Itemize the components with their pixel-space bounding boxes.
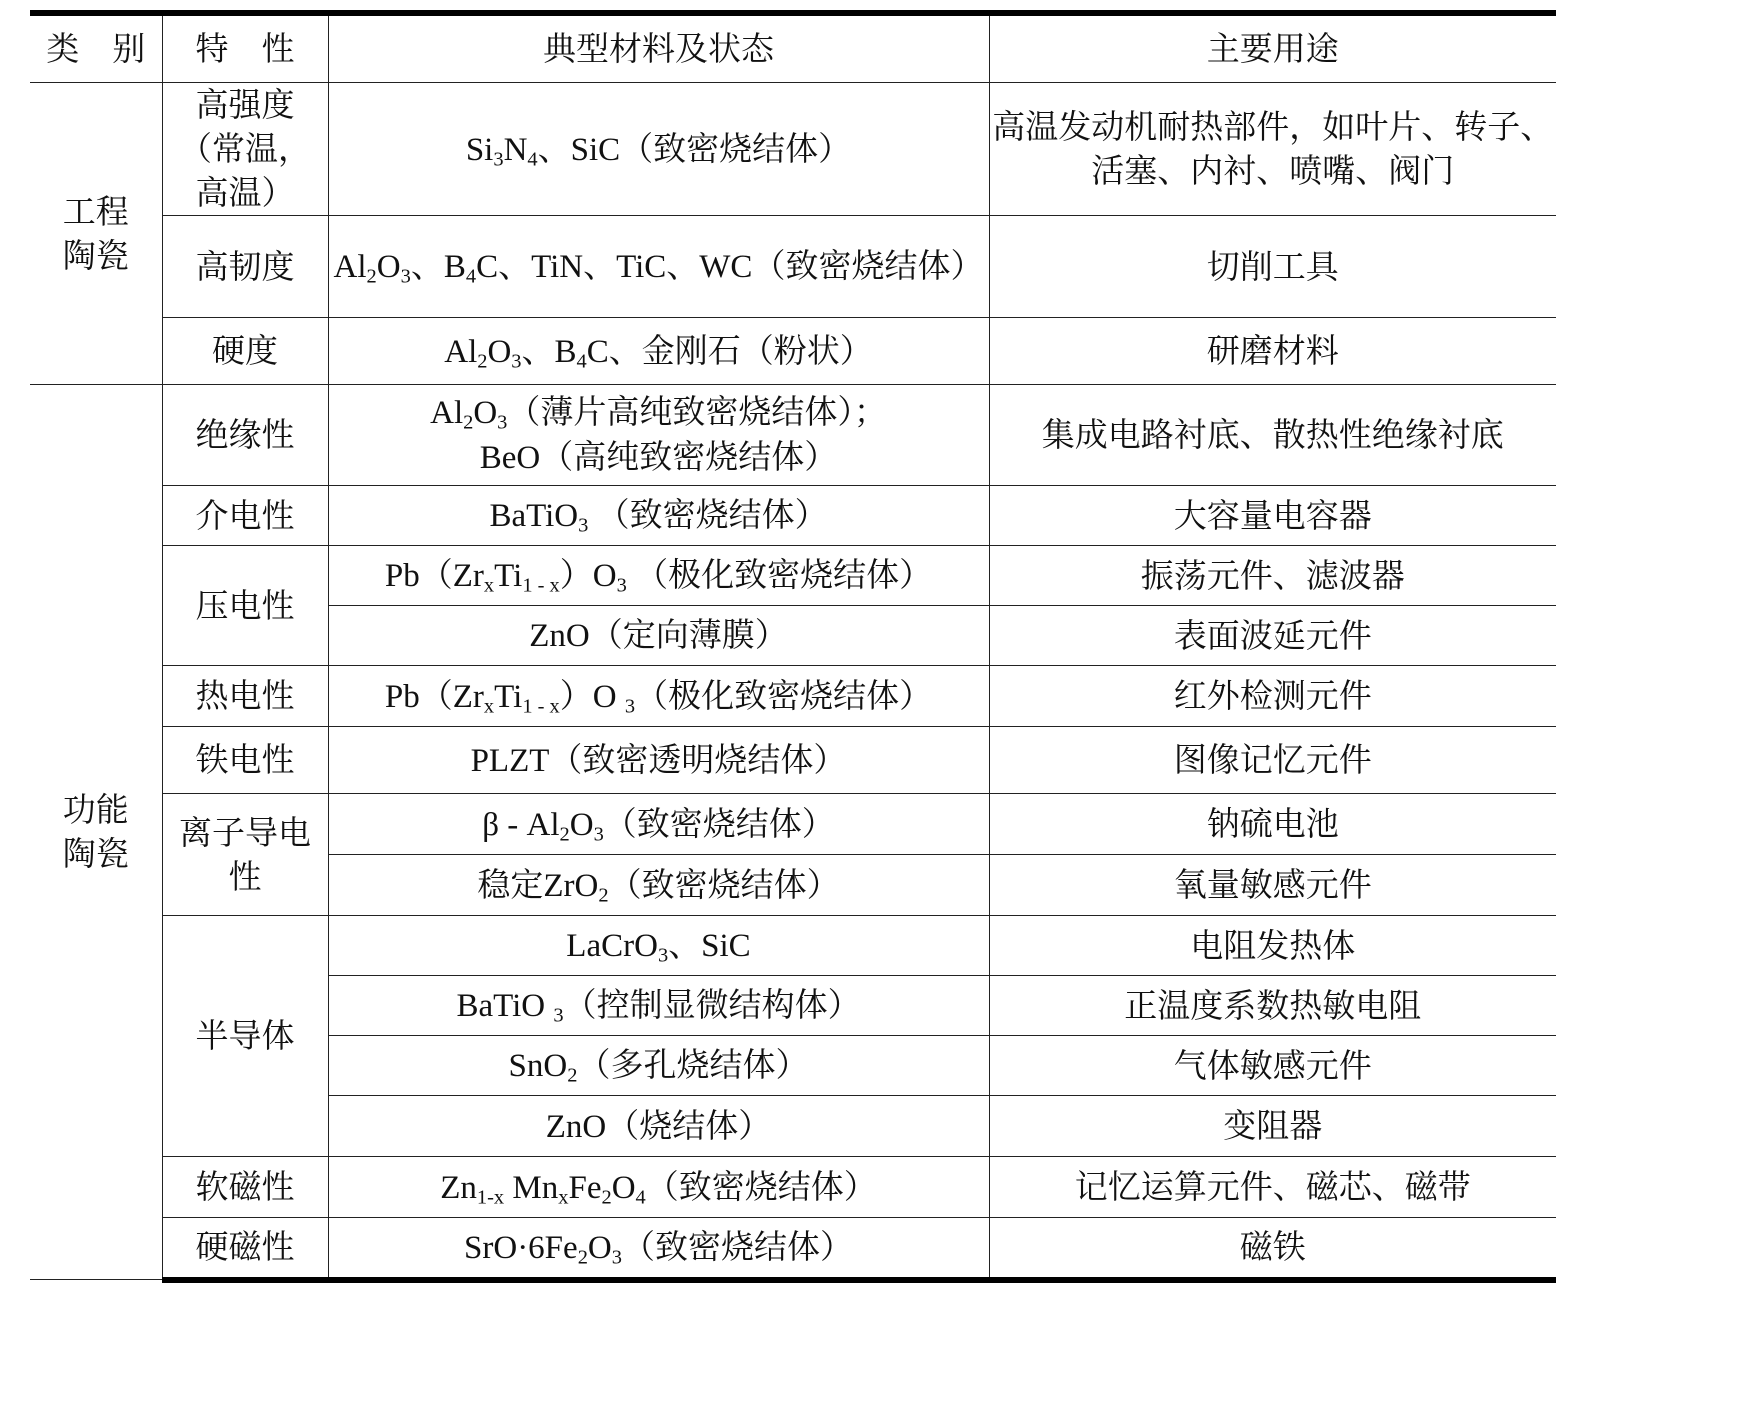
property-cell: 热电性 bbox=[162, 666, 328, 727]
material-cell: 稳定ZrO$_2$（致密烧结体） bbox=[328, 855, 989, 916]
property-cell: 硬磁性 bbox=[162, 1218, 328, 1280]
property-cell: 半导体 bbox=[162, 916, 328, 1157]
header-material: 典型材料及状态 bbox=[328, 13, 989, 83]
use-cell: 气体敏感元件 bbox=[989, 1036, 1556, 1096]
material-cell: $Al_2O_3$、$B_4C$、TiN、TiC、WC（致密烧结体） bbox=[328, 216, 989, 318]
property-cell: 高韧度 bbox=[162, 216, 328, 318]
use-cell: 电阻发热体 bbox=[989, 916, 1556, 976]
property-cell bbox=[162, 83, 328, 216]
table-row bbox=[30, 486, 1556, 546]
use-cell: 大容量电容器 bbox=[989, 486, 1556, 546]
use-label: 高温发动机耐热部件，如叶片、转子、活塞、内衬、喷嘴、阀门 bbox=[992, 107, 1554, 190]
material-cell: β - $Al_2O_3$（致密烧结体） bbox=[328, 794, 989, 855]
material-cell: $Zn_{1-x}$ $Mn_xFe_2O_4$（致密烧结体） bbox=[328, 1157, 989, 1218]
material-cell: $Pb(Zr_xTi_{1 - x})O_3$ （极化致密烧结体） bbox=[328, 546, 989, 606]
use-cell: 正温度系数热敏电阻 bbox=[989, 976, 1556, 1036]
header-property: 特 性 bbox=[162, 13, 328, 83]
use-cell: 磁铁 bbox=[989, 1218, 1556, 1280]
property-cell: 介电性 bbox=[162, 486, 328, 546]
table-row bbox=[30, 318, 1556, 385]
material-cell: $Al_2O_3$（薄片高纯致密烧结体）； BeO（高纯致密烧结体） bbox=[328, 385, 989, 486]
table-row bbox=[30, 83, 1556, 216]
use-cell: 振荡元件、滤波器 bbox=[989, 546, 1556, 606]
use-cell: 切削工具 bbox=[989, 216, 1556, 318]
ceramics-table bbox=[30, 10, 1556, 1283]
header-use: 主要用途 bbox=[989, 13, 1556, 83]
table-row bbox=[30, 916, 1556, 976]
use-cell: 研磨材料 bbox=[989, 318, 1556, 385]
table-row bbox=[30, 727, 1556, 794]
material-cell: LaCrO$_3$、SiC bbox=[328, 916, 989, 976]
material-cell: $Pb(Zr_xTi_{1 - x})O$ $_3$（极化致密烧结体） bbox=[328, 666, 989, 727]
category-engineering bbox=[30, 83, 162, 385]
ceramics-table-container bbox=[30, 10, 1556, 1283]
property-label: 离子导电性 bbox=[179, 812, 311, 896]
property-cell: 硬度 bbox=[162, 318, 328, 385]
property-cell: 软磁性 bbox=[162, 1157, 328, 1218]
use-cell: 变阻器 bbox=[989, 1096, 1556, 1157]
table-row bbox=[30, 794, 1556, 855]
use-cell: 红外检测元件 bbox=[989, 666, 1556, 727]
table-row bbox=[30, 1218, 1556, 1280]
property-cell: 铁电性 bbox=[162, 727, 328, 794]
table-row bbox=[30, 385, 1556, 486]
header-row bbox=[30, 13, 1556, 83]
material-cell: $Si_3N_4$、SiC（致密烧结体） bbox=[328, 83, 989, 216]
category-label: 功能陶瓷 bbox=[62, 790, 129, 873]
material-cell: $Al_2O_3$、$B_4C$、金刚石（粉状） bbox=[328, 318, 989, 385]
use-cell: 钠硫电池 bbox=[989, 794, 1556, 855]
material-cell: $SrO\cdot 6Fe_2O_3$（致密烧结体） bbox=[328, 1218, 989, 1280]
use-cell: 集成电路衬底、散热性绝缘衬底 bbox=[989, 385, 1556, 486]
material-cell: ZnO（烧结体） bbox=[328, 1096, 989, 1157]
category-functional bbox=[30, 385, 162, 1280]
property-cell bbox=[162, 794, 328, 916]
table-row bbox=[30, 216, 1556, 318]
use-cell: 氧量敏感元件 bbox=[989, 855, 1556, 916]
material-cell: BaTiO$_3$ （致密烧结体） bbox=[328, 486, 989, 546]
table-row bbox=[30, 1157, 1556, 1218]
use-cell: 表面波延元件 bbox=[989, 606, 1556, 666]
material-cell: BaTiO $_3$（控制显微结构体） bbox=[328, 976, 989, 1036]
property-cell: 绝缘性 bbox=[162, 385, 328, 486]
table-row bbox=[30, 666, 1556, 727]
property-cell: 压电性 bbox=[162, 546, 328, 666]
use-cell bbox=[989, 83, 1556, 216]
property-label: 高强度（常温，高温） bbox=[179, 85, 311, 212]
header-category: 类 别 bbox=[30, 13, 162, 83]
material-cell: PLZT（致密透明烧结体） bbox=[328, 727, 989, 794]
category-label: 工程陶瓷 bbox=[62, 191, 129, 275]
use-cell: 图像记忆元件 bbox=[989, 727, 1556, 794]
table-row bbox=[30, 546, 1556, 606]
use-cell: 记忆运算元件、磁芯、磁带 bbox=[989, 1157, 1556, 1218]
material-cell: SnO$_2$（多孔烧结体） bbox=[328, 1036, 989, 1096]
material-cell: ZnO（定向薄膜） bbox=[328, 606, 989, 666]
